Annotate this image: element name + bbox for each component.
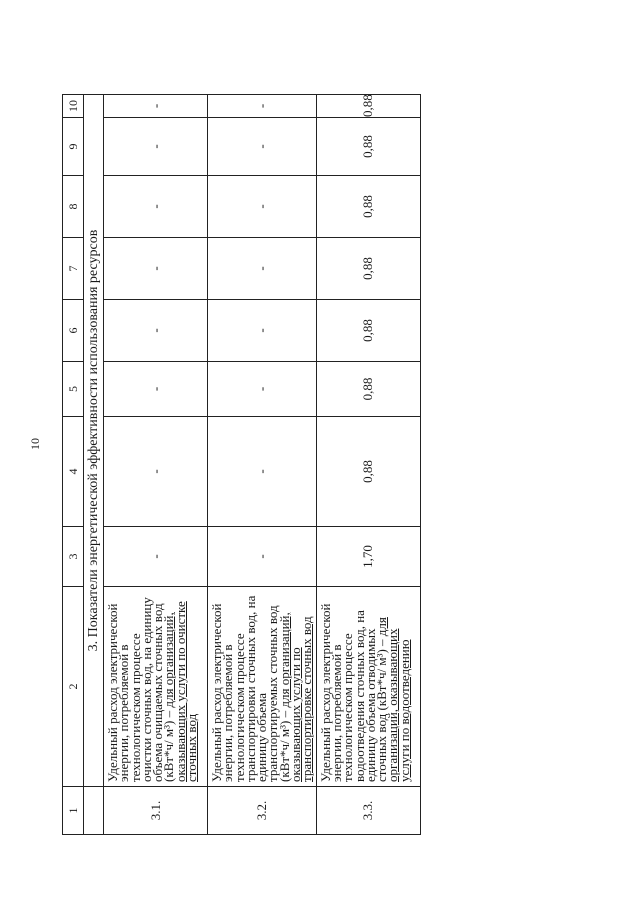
- row-description: [208, 587, 317, 787]
- description-underlined-text: для организаций, оказывающих услуги по транспортировке сточных вод: [276, 612, 315, 782]
- row-description: [104, 587, 208, 787]
- value-cell: -: [104, 300, 208, 362]
- section-row: [84, 95, 104, 835]
- value-cell: -: [208, 417, 317, 527]
- value-cell: 0,88: [316, 417, 420, 527]
- value-cell: -: [104, 362, 208, 417]
- column-number: 4: [63, 417, 84, 527]
- column-number: 3: [63, 527, 84, 587]
- value-cell: -: [208, 527, 317, 587]
- value-cell: -: [104, 95, 208, 118]
- value-cell: 0,88: [316, 176, 420, 238]
- value-cell: -: [208, 95, 317, 118]
- value-cell: 0,88: [316, 300, 420, 362]
- row-number: 3.2.: [208, 787, 317, 835]
- value-cell: -: [104, 238, 208, 300]
- column-number: 5: [63, 362, 84, 417]
- column-number: 7: [63, 238, 84, 300]
- column-number: 9: [63, 118, 84, 176]
- column-number: 6: [63, 300, 84, 362]
- value-cell: -: [104, 527, 208, 587]
- section-title: 3. Показатели энергетической эффективности использования ресурсов: [84, 95, 104, 787]
- row-number: 3.1.: [104, 787, 208, 835]
- column-number: 8: [63, 176, 84, 238]
- value-cell: -: [208, 300, 317, 362]
- column-number: 2: [63, 587, 84, 787]
- page-number: 10: [28, 438, 42, 450]
- column-number: 10: [63, 95, 84, 118]
- value-cell: -: [104, 176, 208, 238]
- table-row: [316, 95, 420, 835]
- value-cell: 1,70: [316, 527, 420, 587]
- value-cell: -: [104, 417, 208, 527]
- energy-efficiency-table: [62, 94, 421, 835]
- rotated-table-container: [62, 94, 412, 835]
- value-cell: -: [104, 118, 208, 176]
- table-row: [104, 95, 208, 835]
- row-description: [316, 587, 420, 787]
- table-row: [208, 95, 317, 835]
- column-number-row: [63, 95, 84, 835]
- description-underlined-text: для организаций, оказывающих услуги по очистке сточных вод: [161, 601, 200, 782]
- value-cell: -: [208, 118, 317, 176]
- value-cell: -: [208, 362, 317, 417]
- description-text: Удельный расход электрической энергии, потребляемой в технологическом процессе транспортировки сточных вод, на единицу объема транспортируемых сточных вод (кВт*ч/ м³) –: [209, 595, 292, 782]
- value-cell: 0,88: [316, 362, 420, 417]
- description-text: Удельный расход электрической энергии, потребляемой в технологическом процессе водоотведения сточных вод, на единицу объема отводимых сточных вод (кВт*ч/ м³) –: [317, 603, 390, 782]
- value-cell: 0,88: [316, 95, 420, 118]
- section-empty-cell: [84, 787, 104, 835]
- column-number: 1: [63, 787, 84, 835]
- value-cell: -: [208, 238, 317, 300]
- value-cell: 0,88: [316, 118, 420, 176]
- description-underlined-text: для организаций, оказывающих услуги по водоотведению: [374, 617, 412, 782]
- value-cell: 0,88: [316, 238, 420, 300]
- row-number: 3.3.: [316, 787, 420, 835]
- value-cell: -: [208, 176, 317, 238]
- description-text: Удельный расход электрической энергии, потребляемой в технологическом процессе очистки сточных вод, на единицу объема очищаемых сточных вод (кВт*ч/ м³) –: [105, 597, 177, 782]
